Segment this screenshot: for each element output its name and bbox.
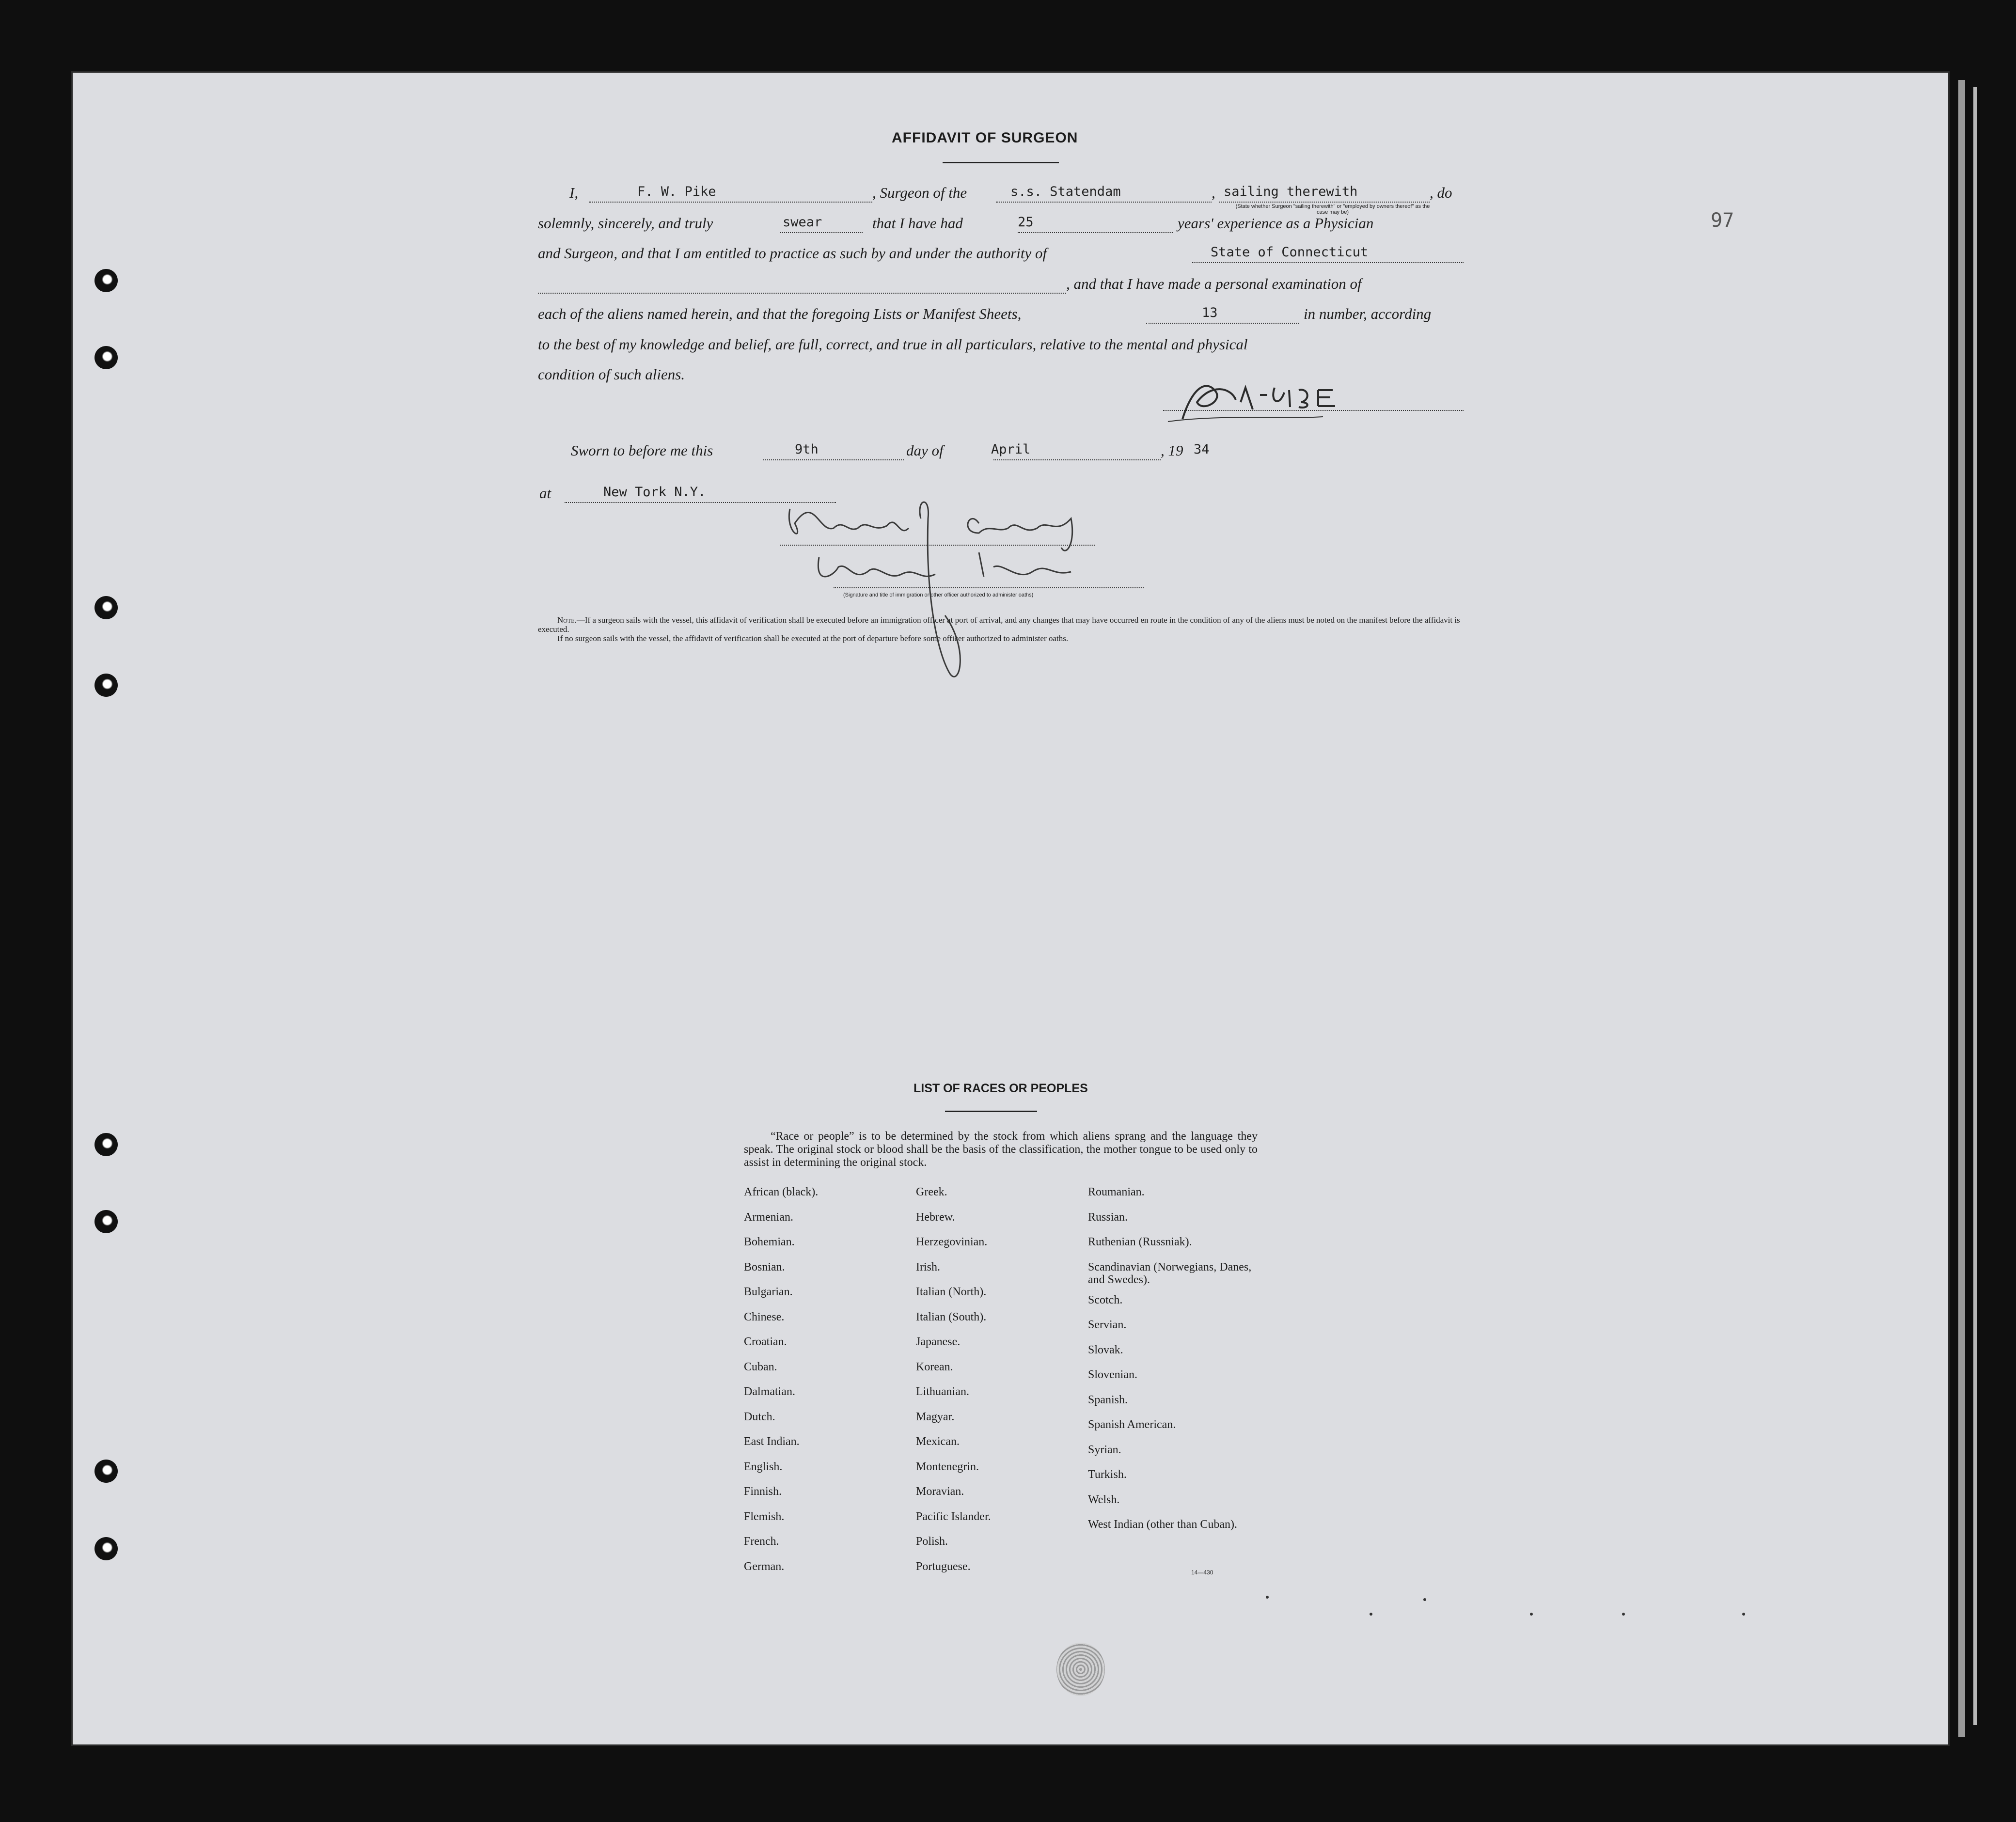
line2-text: solemnly, sincerely, and truly bbox=[538, 215, 713, 232]
at-label: at bbox=[539, 485, 551, 502]
sworn-year: 34 bbox=[1194, 442, 1210, 457]
race-item: West Indian (other than Cuban). bbox=[1088, 1518, 1237, 1531]
officer-signature-line bbox=[780, 545, 1095, 546]
page-number: 97 bbox=[1711, 209, 1734, 232]
stray-mark bbox=[1370, 1613, 1372, 1616]
line6-text: to the best of my knowledge and belief, are full, correct, and true in all particulars, relative to the mental and physical bbox=[538, 336, 1248, 353]
race-item: Japanese. bbox=[916, 1335, 961, 1348]
note-label: Note. bbox=[557, 615, 577, 625]
race-item: Dalmatian. bbox=[744, 1385, 795, 1398]
sworn-month: April bbox=[991, 442, 1031, 457]
line1-end: , do bbox=[1430, 184, 1452, 201]
binder-hole bbox=[94, 596, 118, 619]
officer-title-line bbox=[834, 587, 1144, 588]
form-code: 14—430 bbox=[1191, 1569, 1213, 1576]
note-paragraph-2: If no surgeon sails with the vessel, the affidavit of verification shall be executed at the port of departure before some officer authorized to administer oaths. bbox=[557, 634, 1069, 643]
line4-text: , and that I have made a personal examination of bbox=[1066, 275, 1362, 292]
sheets-field bbox=[1146, 306, 1299, 324]
binder-hole bbox=[94, 1460, 118, 1483]
race-item: Scotch. bbox=[1088, 1293, 1123, 1306]
sworn-text-c: , 19 bbox=[1161, 442, 1183, 459]
years-experience: 25 bbox=[1018, 215, 1034, 230]
race-item: Ruthenian (Russniak). bbox=[1088, 1236, 1192, 1248]
line5-text: each of the aliens named herein, and that the foregoing Lists or Manifest Sheets, bbox=[538, 305, 1022, 322]
race-item: Bosnian. bbox=[744, 1260, 785, 1273]
race-item: Turkish. bbox=[1088, 1468, 1127, 1481]
binder-hole bbox=[94, 346, 118, 369]
sworn-text: Sworn to before me this bbox=[571, 442, 713, 459]
race-item: Italian (South). bbox=[916, 1310, 987, 1323]
affidavit-note bbox=[538, 615, 1468, 643]
race-item: Syrian. bbox=[1088, 1443, 1121, 1456]
race-item: Chinese. bbox=[744, 1310, 785, 1323]
binder-hole bbox=[94, 1210, 118, 1233]
race-item: Russian. bbox=[1088, 1210, 1128, 1224]
race-item: Bulgarian. bbox=[744, 1286, 793, 1298]
line1-lead: I, bbox=[569, 184, 579, 201]
races-column-1 bbox=[744, 1186, 818, 1585]
sheet-count: 13 bbox=[1202, 305, 1218, 320]
race-item: Armenian. bbox=[744, 1210, 793, 1224]
race-item: Pacific Islander. bbox=[916, 1510, 991, 1523]
stray-mark bbox=[1530, 1613, 1533, 1616]
race-item: Portuguese. bbox=[916, 1560, 971, 1573]
race-item: Welsh. bbox=[1088, 1493, 1120, 1506]
years-field bbox=[1018, 216, 1173, 233]
document-page bbox=[73, 73, 1948, 1744]
race-item: Mexican. bbox=[916, 1435, 960, 1448]
race-item: Dutch. bbox=[744, 1410, 775, 1423]
surgeon-name: F. W. Pike bbox=[637, 184, 716, 199]
race-item: Magyar. bbox=[916, 1410, 955, 1423]
sworn-place: New Tork N.Y. bbox=[603, 485, 706, 500]
race-item: Korean. bbox=[916, 1360, 953, 1373]
page-edge bbox=[1973, 87, 1977, 1725]
line2-text-c: years' experience as a Physician bbox=[1178, 215, 1374, 232]
race-item: Roumanian. bbox=[1088, 1186, 1145, 1198]
title-rule bbox=[943, 162, 1059, 163]
race-item: German. bbox=[744, 1560, 785, 1573]
stray-mark bbox=[1423, 1598, 1426, 1601]
race-item: Finnish. bbox=[744, 1485, 782, 1498]
authority-continued-field bbox=[538, 276, 1066, 294]
binder-hole bbox=[94, 674, 118, 697]
officer-caption: (Signature and title of immigration or other officer authorized to administer oaths) bbox=[843, 592, 1034, 598]
line1-text: , Surgeon of the bbox=[872, 184, 967, 201]
race-item: French. bbox=[744, 1535, 779, 1548]
line5-text-b: in number, according bbox=[1304, 305, 1432, 322]
surgeon-status: sailing therewith bbox=[1224, 184, 1358, 199]
race-item: Servian. bbox=[1088, 1319, 1127, 1331]
note-paragraph-1: —If a surgeon sails with the vessel, this affidavit of verification shall be executed before an immigration officer at port of arrival, and any changes that may have occurred en route in the condition of any of the aliens must be noted on the manifest before the affidavit is executed. bbox=[538, 615, 1460, 634]
race-item: Spanish. bbox=[1088, 1393, 1128, 1406]
surgeon-name-field bbox=[589, 185, 872, 203]
oath: swear bbox=[783, 215, 822, 230]
day-field bbox=[763, 443, 904, 460]
race-item: Croatian. bbox=[744, 1335, 787, 1348]
race-item: Moravian. bbox=[916, 1485, 964, 1498]
race-item: English. bbox=[744, 1460, 783, 1473]
line7-text: condition of such aliens. bbox=[538, 366, 685, 383]
race-item: Polish. bbox=[916, 1535, 948, 1548]
race-item: African (black). bbox=[744, 1186, 819, 1198]
ship-name: s.s. Statendam bbox=[1010, 184, 1121, 199]
binder-hole bbox=[94, 1133, 118, 1156]
affidavit-title: AFFIDAVIT OF SURGEON bbox=[892, 130, 1078, 146]
stray-mark bbox=[1266, 1596, 1269, 1599]
sworn-day: 9th bbox=[795, 442, 819, 457]
race-item: Montenegrin. bbox=[916, 1460, 979, 1473]
surgeon-signature bbox=[1163, 373, 1396, 426]
race-item: Slovenian. bbox=[1088, 1368, 1137, 1381]
race-item: Greek. bbox=[916, 1186, 947, 1198]
races-list-title: LIST OF RACES OR PEOPLES bbox=[914, 1082, 1088, 1095]
race-item: Italian (North). bbox=[916, 1286, 987, 1298]
line3-text: and Surgeon, and that I am entitled to practice as such by and under the authority of bbox=[538, 245, 1047, 262]
sworn-text-b: day of bbox=[906, 442, 944, 459]
page-edge bbox=[1958, 80, 1965, 1737]
races-column-2 bbox=[916, 1186, 991, 1585]
race-item: Herzegovinian. bbox=[916, 1236, 988, 1248]
race-item: Flemish. bbox=[744, 1510, 785, 1523]
fingerprint-smudge bbox=[1056, 1643, 1105, 1696]
race-item: Lithuanian. bbox=[916, 1385, 969, 1398]
binder-hole bbox=[94, 1537, 118, 1560]
race-item: Slovak. bbox=[1088, 1343, 1123, 1356]
stray-mark bbox=[1742, 1613, 1745, 1616]
races-intro: “Race or people” is to be determined by the stock from which aliens sprang and the language they speak. The original stock or blood shall be the basis of the classification, the mother tongue to be used only to assist in determining the original stock. bbox=[744, 1130, 1258, 1169]
status-note: (State whether Surgeon "sailing therewith" or "employed by owners thereof" as the case may be) bbox=[1235, 204, 1430, 215]
list-title-rule bbox=[945, 1111, 1037, 1112]
race-item: Hebrew. bbox=[916, 1210, 955, 1224]
race-item: Scandinavian (Norwegians, Danes, and Swedes). bbox=[1088, 1260, 1252, 1286]
race-item: East Indian. bbox=[744, 1435, 800, 1448]
race-item: Irish. bbox=[916, 1260, 940, 1273]
line1-comma: , bbox=[1212, 184, 1215, 201]
race-item: Spanish American. bbox=[1088, 1418, 1176, 1431]
authority: State of Connecticut bbox=[1211, 245, 1369, 260]
races-column-3 bbox=[1088, 1186, 1262, 1543]
stray-mark bbox=[1622, 1613, 1625, 1616]
binder-hole bbox=[94, 269, 118, 292]
line2-text-b: that I have had bbox=[872, 215, 963, 232]
officer-signature bbox=[775, 489, 1124, 693]
race-item: Cuban. bbox=[744, 1360, 777, 1373]
race-item: Bohemian. bbox=[744, 1236, 795, 1248]
